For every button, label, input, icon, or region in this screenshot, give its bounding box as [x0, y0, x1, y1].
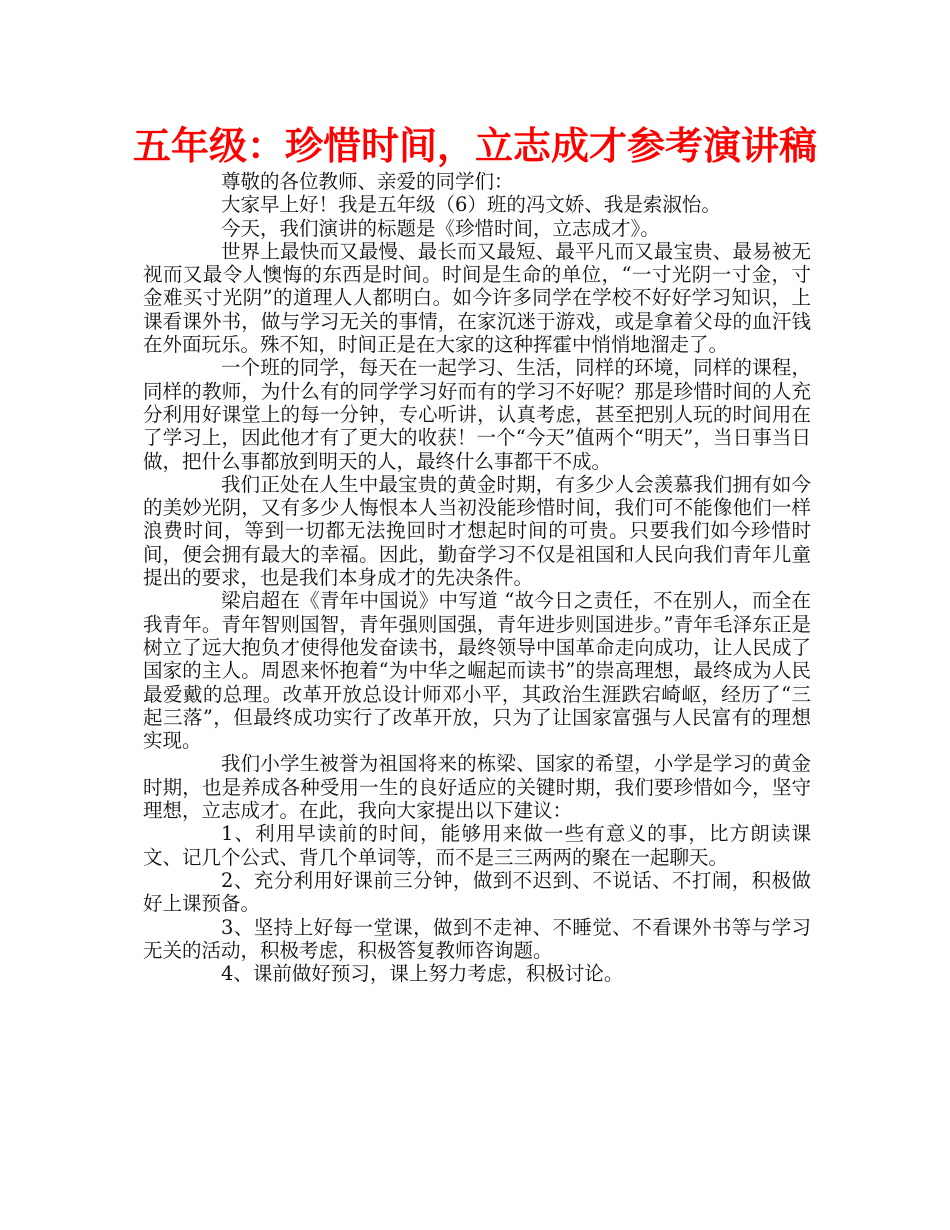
introduction-paragraph: 大家早上好！我是五年级（6）班的冯文娇、我是索淑怡。 [221, 193, 721, 217]
body-paragraph: 我们小学生被誉为祖国将来的栋梁、国家的希望，小学是学习的黄金时期，也是养成各种受用一生的良好适应的关键时期，我们要珍惜如今，坚守理想，立志成才。在此，我向大家提出以下建议： [143, 752, 811, 823]
body-paragraph: 我们正处在人生中最宝贵的黄金时期，有多少人会羡慕我们拥有如今的美妙光阴，又有多少人悔恨本人当初没能珍惜时间，我们可不能像他们一样浪费时间，等到一切都无法挽回时才想起时间的可贵。只要我们如今珍惜时间，便会拥有最大的幸福。因此，勤奋学习不仅是祖国和人民向我们青年儿童提出的要求，也是我们本身成才的先决条件。 [143, 472, 811, 590]
suggestion-item: 1、利用早读前的时间，能够用来做一些有意义的事，比方朗读课文、记几个公式、背几个单词等，而不是三三两两的聚在一起聊天。 [143, 822, 811, 869]
document-body [143, 170, 811, 985]
page-title: 五年级：珍惜时间，立志成才参考演讲稿 [132, 124, 817, 168]
body-paragraph: 梁启超在《青年中国说》中写道 “故今日之责任，不在别人，而全在我青年。青年智则国智，青年强则国强，青年进步则国进步。”青年毛泽东正是树立了远大抱负才使得他发奋读书，最终领导中国革命走向成功，让人民成了国家的主人。周恩来怀抱着“为中华之崛起而读书”的崇高理想，最终成为人民最爱戴的总理。改革开放总设计师邓小平，其政治生涯跌宕崎岖，经历了“三起三落”，但最终成功实行了改革开放，只为了让国家富强与人民富有的理想实现。 [143, 589, 811, 753]
body-paragraph: 一个班的同学，每天在一起学习、生活，同样的环境，同样的课程，同样的教师，为什么有的同学学习好而有的学习不好呢？那是珍惜时间的人充分利用好课堂上的每一分钟，专心听讲，认真考虑，甚至把别人玩的时间用在了学习上，因此他才有了更大的收获！一个“今天”值两个“明天”，当日事当日做，把什么事都放到明天的人，最终什么事都干不成。 [143, 356, 811, 473]
topic-paragraph: 今天，我们演讲的标题是《珍惜时间，立志成才》。 [221, 216, 660, 240]
suggestion-item: 2、充分利用好课前三分钟，做到不迟到、不说话、不打闹，积极做好上课预备。 [143, 868, 811, 916]
greeting-paragraph: 尊敬的各位教师、亲爱的同学们： [221, 170, 514, 193]
suggestion-item: 3、坚持上好每一堂课，做到不走神、不睡觉、不看课外书等与学习无关的活动，积极考虑，积极答复教师咨询题。 [143, 915, 811, 962]
suggestion-item: 4、课前做好预习，课上努力考虑，积极讨论。 [221, 962, 624, 986]
body-paragraph: 世界上最快而又最慢、最长而又最短、最平凡而又最宝贵、最易被无视而又最令人懊悔的东西是时间。时间是生命的单位，“一寸光阴一寸金，寸金难买寸光阴”的道理人人都明白。如今许多同学在学校不好好学习知识，上课看课外书，做与学习无关的事情，在家沉迷于游戏，或是拿着父母的血汗钱在外面玩乐。殊不知，时间正是在大家的这种挥霍中悄悄地溜走了。 [143, 239, 811, 357]
